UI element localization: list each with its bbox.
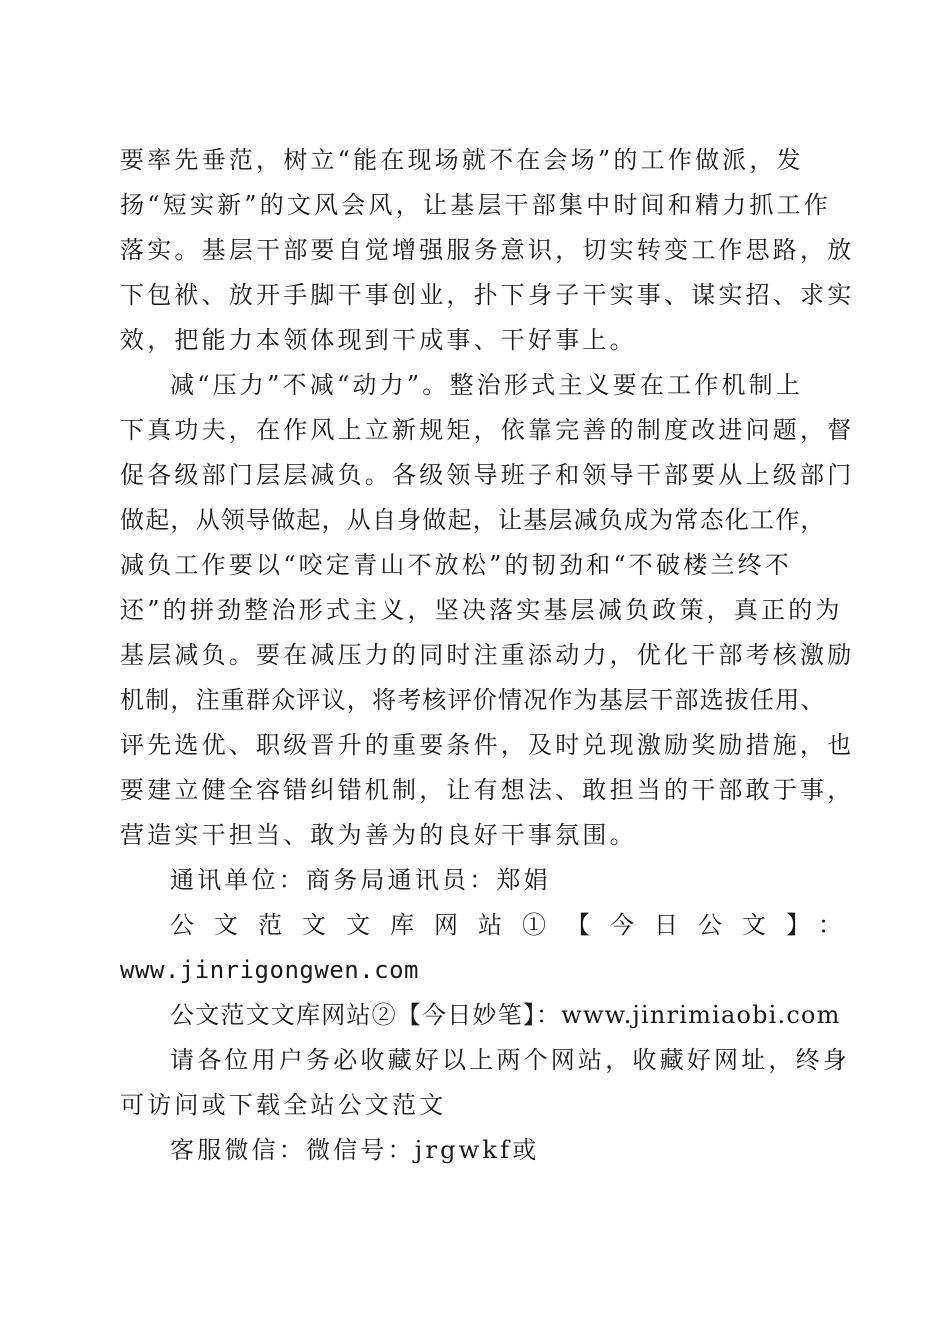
paragraph-2-line-11: 营造实干担当、敢为善为的良好干事氛围。 bbox=[120, 821, 637, 849]
paragraph-1-line-3: 落实。基层干部要自觉增强服务意识，切实转变工作思路，放 bbox=[120, 236, 855, 264]
paragraph-1-line-1: 要率先垂范，树立“能在现场就不在会场”的工作做派，发 bbox=[120, 146, 804, 174]
paragraph-2-line-5: 减负工作要以“咬定青山不放松”的韧劲和“不破楼兰终不 bbox=[120, 551, 793, 579]
site-1-label: 公文范文文库网站①【今日公文】： bbox=[170, 911, 862, 939]
paragraph-2-line-7: 基层减负。要在减压力的同时注重添动力，优化干部考核激励 bbox=[120, 641, 855, 669]
paragraph-2-line-6: 还”的拼劲整治形式主义，坚决落实基层减负政策，真正的为 bbox=[120, 596, 843, 624]
site-2-line: 公文范文文库网站②【今日妙笔】：www.jinrimiaobi.com bbox=[170, 1001, 841, 1029]
paragraph-2-line-3: 促各级部门层层减负。各级领导班子和领导干部要从上级部门 bbox=[120, 461, 855, 489]
correspondent-line: 通讯单位：商务局通讯员：郑娟 bbox=[170, 866, 551, 894]
paragraph-1-line-2: 扬“短实新”的文风会风，让基层干部集中时间和精力抓工作 bbox=[120, 191, 831, 219]
paragraph-2-line-9: 评先选优、职级晋升的重要条件，及时兑现激励奖励措施，也 bbox=[120, 731, 855, 759]
site-1-url: www.jinrigongwen.com bbox=[120, 956, 419, 984]
paragraph-2-line-2: 下真功夫，在作风上立新规矩，依靠完善的制度改进问题，督 bbox=[120, 416, 855, 444]
paragraph-2-line-10: 要建立健全容错纠错机制，让有想法、敢担当的干部敢于事， bbox=[120, 776, 855, 804]
notice-line-2: 可访问或下载全站公文范文 bbox=[120, 1091, 447, 1119]
service-contact-line: 客服微信：微信号：jrgwkf或 bbox=[170, 1136, 540, 1164]
notice-line-1: 请各位用户务必收藏好以上两个网站，收藏好网址，终身 bbox=[170, 1046, 850, 1074]
paragraph-1-line-4: 下包袱、放开手脚干事创业，扑下身子干实事、谋实招、求实 bbox=[120, 281, 855, 309]
paragraph-2-line-4: 做起，从领导做起，从自身做起，让基层减负成为常态化工作， bbox=[120, 506, 826, 534]
paragraph-2-line-1: 减“压力”不减“动力”。整治形式主义要在工作机制上 bbox=[170, 371, 804, 399]
paragraph-2-line-8: 机制，注重群众评议，将考核评价情况作为基层干部选拔任用、 bbox=[120, 686, 826, 714]
paragraph-1-line-5: 效，把能力本领体现到干成事、干好事上。 bbox=[120, 326, 637, 354]
